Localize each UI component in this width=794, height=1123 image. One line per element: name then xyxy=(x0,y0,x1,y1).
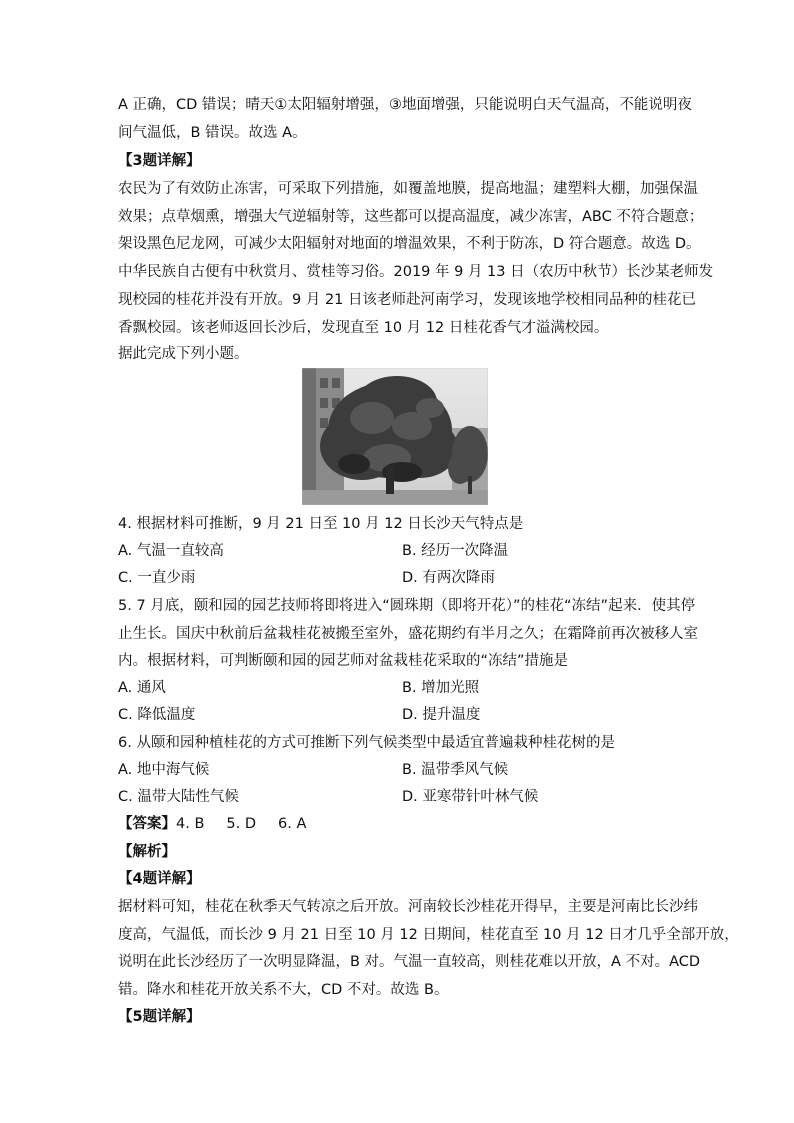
q4-option-d[interactable]: D. 有两次降雨 xyxy=(402,570,495,586)
q6-option-c[interactable]: C. 温带大陆性气候 xyxy=(118,789,239,805)
q6-option-b[interactable]: B. 温带季风气候 xyxy=(402,762,509,778)
q3-heading: 【3题详解】 xyxy=(118,153,201,169)
q4-heading: 【4题详解】 xyxy=(118,871,201,887)
q4-text-line: 错。降水和桂花开放关系不大，CD 不对。故选 B。 xyxy=(118,982,449,998)
answer-6: 6. A xyxy=(278,816,307,832)
q6-stem: 6. 从颐和园种植桂花的方式可推断下列气候类型中最适宜普遍栽种桂花树的是 xyxy=(118,735,615,751)
q5-option-d[interactable]: D. 提升温度 xyxy=(402,707,481,723)
intro-line-2: 间气温低，B 错误。故选 A。 xyxy=(118,125,307,141)
q5-stem-line: 5. 7 月底，颐和园的园艺技师将即将进入“圆珠期（即将开花）”的桂花“冻结”起来．使其停 xyxy=(118,598,696,614)
q6-option-a[interactable]: A. 地中海气候 xyxy=(118,762,210,778)
q5-stem-line: 止生长。国庆中秋前后盆栽桂花被搬至室外，盛花期约有半月之久；在霜降前再次被移人室 xyxy=(118,626,698,642)
q5-option-a[interactable]: A. 通风 xyxy=(118,680,166,696)
q4-text-line: 说明在此长沙经历了一次明显降温，B 对。气温一直较高，则桂花难以开放，A 不对。ACD xyxy=(118,954,701,970)
q4-text-line: 据材料可知，桂花在秋季天气转凉之后开放。河南较长沙桂花开得早，主要是河南比长沙纬 xyxy=(118,899,698,915)
q5-stem-line: 内。根据材料，可判断颐和园的园艺师对盆栽桂花采取的“冻结”措施是 xyxy=(118,653,569,669)
q4-option-a[interactable]: A. 气温一直较高 xyxy=(118,543,224,559)
q5-option-b[interactable]: B. 增加光照 xyxy=(402,680,480,696)
answer-label: 【答案】 xyxy=(118,816,176,832)
q4-option-c[interactable]: C. 一直少雨 xyxy=(118,570,196,586)
osmanthus-tree-photo xyxy=(302,368,488,505)
material-instruction: 据此完成下列小题。 xyxy=(118,346,249,362)
analysis-heading: 【解析】 xyxy=(118,844,176,860)
answer-4: 4. B xyxy=(176,816,205,832)
material-line: 香飘校园。该老师返回长沙后，发现直至 10 月 12 日桂花香气才溢满校园。 xyxy=(118,320,609,336)
q4-text-line: 度高，气温低，而长沙 9 月 21 日至 10 月 12 日期间，桂花直至 10 月 12 日才几乎全部开放， xyxy=(118,927,739,943)
q3-text-line: 效果；点草烟熏，增强大气逆辐射等，这些都可以提高温度，减少冻害，ABC 不符合题意； xyxy=(118,209,704,225)
q4-stem: 4. 根据材料可推断，9 月 21 日至 10 月 12 日长沙天气特点是 xyxy=(118,516,524,532)
q5-option-c[interactable]: C. 降低温度 xyxy=(118,707,196,723)
q3-text-line: 农民为了有效防止冻害，可采取下列措施，如覆盖地膜，提高地温；建塑料大棚，加强保温 xyxy=(118,181,698,197)
q6-option-d[interactable]: D. 亚寒带针叶林气候 xyxy=(402,789,539,805)
material-line: 中华民族自古便有中秋赏月、赏桂等习俗。2019 年 9 月 13 日（农历中秋节）长沙某老师发 xyxy=(118,264,714,280)
q5-heading: 【5题详解】 xyxy=(118,1009,201,1025)
q3-text-line: 架设黑色尼龙网，可减少太阳辐射对地面的增温效果，不利于防冻，D 符合题意。故选 D。 xyxy=(118,236,701,252)
material-line: 现校园的桂花并没有开放。9 月 21 日该老师赴河南学习，发现该地学校相同品种的桂花已 xyxy=(118,292,696,308)
answer-5: 5. D xyxy=(226,816,257,832)
intro-line-1: A 正确，CD 错误；晴天①太阳辐射增强，③地面增强，只能说明白天气温高，不能说明夜 xyxy=(118,97,692,113)
answer-line xyxy=(118,814,306,834)
q4-option-b[interactable]: B. 经历一次降温 xyxy=(402,543,509,559)
